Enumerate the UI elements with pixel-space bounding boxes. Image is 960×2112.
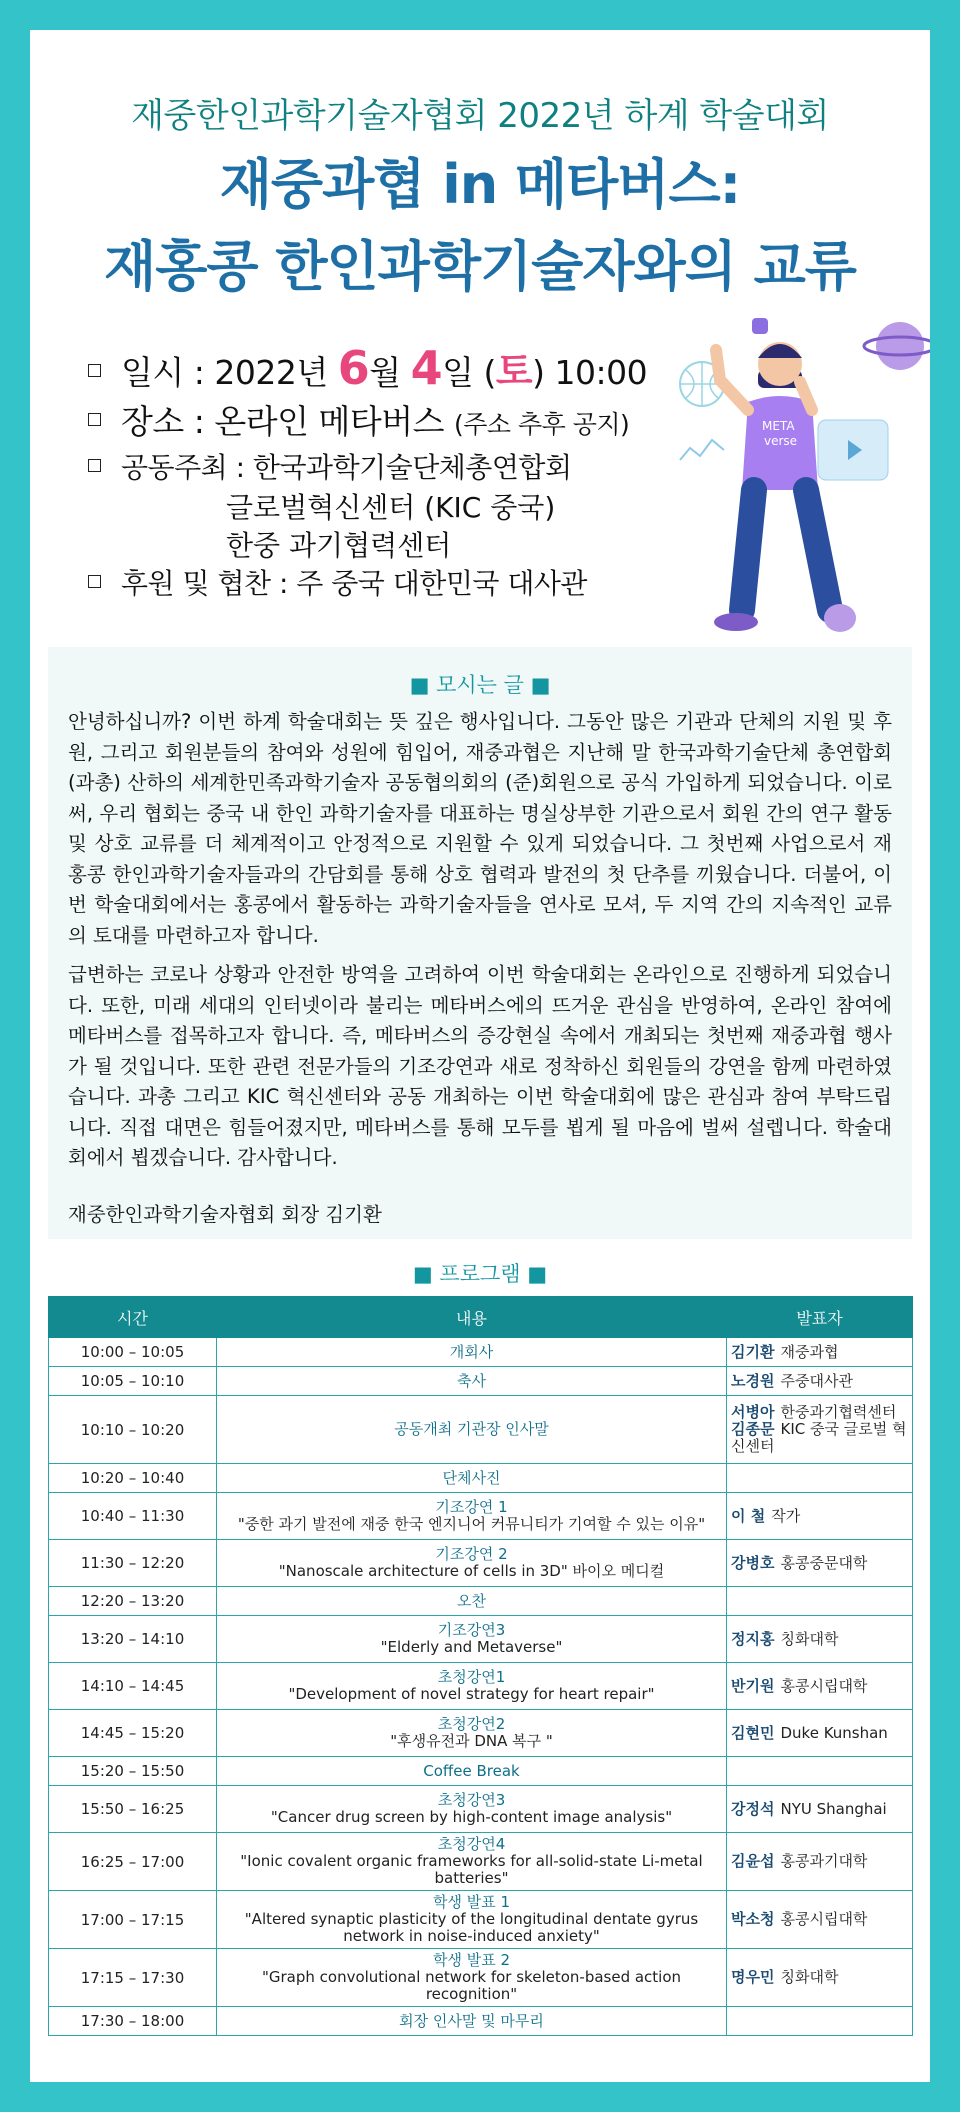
host-line3: 한중 과기협력센터: [226, 529, 452, 562]
presenter-entry: [731, 1801, 908, 1818]
row-presenter: [727, 1949, 913, 2007]
presenter-entry: [731, 1373, 908, 1390]
presenter-entry: [731, 1969, 908, 1986]
row-kind: 축사: [457, 1371, 486, 1390]
date-month-unit: 월: [369, 353, 401, 392]
presenter-name: 김현민: [731, 1723, 775, 1742]
row-kind: 학생 발표 2: [432, 1951, 511, 1969]
presenter-name: 정지홍: [731, 1629, 775, 1648]
sponsor-label: 후원 및 협찬 : 주 중국 대한민국 대사관: [121, 567, 587, 600]
bullet-square-icon: [88, 364, 101, 377]
presenter-entry: [731, 1508, 908, 1525]
info-place: [88, 396, 629, 443]
row-kind: 오찬: [457, 1591, 486, 1610]
event-subtitle: 재중한인과학기술자협회 2022년 하계 학술대회: [131, 96, 829, 136]
row-time: 15:50 – 16:25: [49, 1786, 217, 1833]
bullet-square-icon: [88, 413, 101, 426]
row-content: [217, 1833, 727, 1891]
letter-paragraph-2: 급변하는 코로나 상황과 안전한 방역을 고려하여 이번 학술대회는 온라인으로 진행하게 되었습니다. 또한, 미래 세대의 인터넷이라 불리는 메타버스에의 뜨거운 관심을 반영하여, 온라인 참여에 메타버스를 접목하고자 합니다. 즉, 메타버스의 증강현실 속에서 개최되는 첫번째 재중과협 행사가 될 것입니다. 또한 관련 전문가들의 기조강연과 새로 정착하신 회원들의 강연을 함께 마련하였습니다. 과총 그리고 KIC 혁신센터와 공동 개최하는 이번 학술대회에 많은 관심과 참여 부탁드립니다. 직접 대면은 힘들어졌지만, 메타버스를 통해 모두를 뵙게 될 마음에 벌써 설렙니다. 학술대회에서 뵙겠습니다. 감사합니다.: [68, 963, 892, 1169]
presenter-name: 이 철: [731, 1506, 766, 1525]
table-row: [49, 1464, 913, 1493]
program-heading: ■ 프로그램 ■: [412, 1262, 548, 1286]
presenter-name: 노경원: [731, 1371, 775, 1390]
row-time: 15:20 – 15:50: [49, 1757, 217, 1786]
row-content: [217, 1786, 727, 1833]
event-title-line2: 재홍콩 한인과학기술자와의 교류: [104, 235, 856, 298]
table-row: [49, 1338, 913, 1367]
table-row: [49, 1616, 913, 1663]
table-row: [49, 1710, 913, 1757]
row-time: 10:05 – 10:10: [49, 1367, 217, 1396]
place-label: 장소 : 온라인 메타버스: [121, 402, 444, 441]
metaverse-vr-illustration-icon: [650, 310, 930, 660]
row-presenter: [727, 1663, 913, 1710]
row-kind: 학생 발표 1: [432, 1893, 511, 1911]
table-row: [49, 1833, 913, 1891]
poster: [30, 30, 930, 2082]
table-row: [49, 1540, 913, 1587]
program-header-row: [49, 1297, 913, 1338]
row-detail: "Cancer drug screen by high-content image analysis": [270, 1808, 673, 1826]
row-content: [217, 1663, 727, 1710]
badge-text-meta: META: [762, 419, 795, 433]
presenter-name: 김기환: [731, 1342, 775, 1361]
row-presenter: [727, 1540, 913, 1587]
row-content: [217, 2007, 727, 2036]
row-presenter: [727, 2007, 913, 2036]
presenter-entry: [731, 1678, 908, 1695]
row-time: 16:25 – 17:00: [49, 1833, 217, 1891]
row-kind: 단체사진: [442, 1468, 501, 1487]
row-presenter: [727, 1616, 913, 1663]
row-detail: "Graph convolutional network for skeleton-based action recognition": [261, 1968, 682, 2003]
row-content: [217, 1540, 727, 1587]
column-header-time: 시간: [49, 1297, 217, 1338]
row-time: 13:20 – 14:10: [49, 1616, 217, 1663]
host-line2: 글로벌혁신센터 (KIC 중국): [226, 491, 556, 524]
row-kind: 공동개최 기관장 인사말: [394, 1420, 549, 1438]
row-kind: 개회사: [449, 1342, 494, 1361]
row-content: [217, 1464, 727, 1493]
row-detail: "Ionic covalent organic frameworks for all-solid-state Li-metal batteries": [240, 1852, 703, 1887]
row-presenter: [727, 1710, 913, 1757]
row-detail: "Elderly and Metaverse": [380, 1638, 563, 1656]
presenter-affiliation: 홍콩중문대학: [780, 1553, 868, 1572]
info-host: [88, 446, 572, 486]
presenter-entry: [731, 1853, 908, 1870]
place-note: (주소 추후 공지): [454, 410, 630, 439]
row-time: 11:30 – 12:20: [49, 1540, 217, 1587]
row-time: 12:20 – 13:20: [49, 1587, 217, 1616]
table-row: [49, 1891, 913, 1949]
row-kind: 기조강연 2: [435, 1545, 508, 1563]
row-time: 10:00 – 10:05: [49, 1338, 217, 1367]
row-kind: 초청강연4: [437, 1835, 506, 1853]
presenter-name: 김종문: [731, 1420, 775, 1438]
row-content: [217, 1710, 727, 1757]
column-header-content: 내용: [217, 1297, 727, 1338]
presenter-entry: [731, 1911, 908, 1928]
row-content: [217, 1338, 727, 1367]
date-day-unit: 일 (: [442, 353, 496, 392]
presenter-name: 강병호: [731, 1553, 775, 1572]
row-presenter: [727, 1464, 913, 1493]
row-kind: 회장 인사말 및 마무리: [399, 2011, 544, 2030]
row-presenter: [727, 1493, 913, 1540]
presenter-entry: [731, 1421, 908, 1455]
row-time: 17:00 – 17:15: [49, 1891, 217, 1949]
presenter-affiliation: 칭화대학: [780, 1629, 839, 1648]
date-label: 일시 : 2022년: [121, 353, 328, 392]
presenter-affiliation: 칭화대학: [780, 1968, 839, 1986]
column-header-presenter: 발표자: [727, 1297, 913, 1338]
host-label: 공동주최 : 한국과학기술단체총연합회: [121, 451, 572, 484]
row-content: [217, 1587, 727, 1616]
presenter-affiliation: 재중과협: [780, 1342, 839, 1361]
row-kind: 초청강연2: [437, 1715, 506, 1733]
presenter-entry: [731, 1725, 908, 1742]
table-row: [49, 1493, 913, 1540]
bullet-square-icon: [88, 575, 101, 588]
row-presenter: [727, 1367, 913, 1396]
presenter-name: 박소청: [731, 1910, 775, 1928]
presenter-entry: [731, 1344, 908, 1361]
row-presenter: [727, 1396, 913, 1464]
presenter-affiliation: Duke Kunshan: [780, 1723, 888, 1742]
presenter-name: 명우민: [731, 1968, 775, 1986]
presenter-name: 서병아: [731, 1403, 775, 1421]
table-row: [49, 1367, 913, 1396]
row-time: 14:10 – 14:45: [49, 1663, 217, 1710]
row-content: [217, 1367, 727, 1396]
date-month: 6: [337, 341, 370, 395]
row-content: [217, 1616, 727, 1663]
row-content: [217, 1493, 727, 1540]
row-presenter: [727, 1833, 913, 1891]
row-detail: "Development of novel strategy for heart repair": [288, 1685, 655, 1703]
presenter-entry: [731, 1555, 908, 1572]
row-time: 10:40 – 11:30: [49, 1493, 217, 1540]
row-detail: "Altered synaptic plasticity of the longitudinal dentate gyrus network in noise-induced anxiety": [244, 1910, 699, 1945]
row-detail: "후생유전과 DNA 복구 ": [390, 1732, 553, 1750]
row-presenter: [727, 1786, 913, 1833]
presenter-affiliation: 주중대사관: [780, 1371, 853, 1390]
row-presenter: [727, 1757, 913, 1786]
row-content: [217, 1757, 727, 1786]
presenter-name: 반기원: [731, 1676, 775, 1695]
row-presenter: [727, 1891, 913, 1949]
invitation-letter: [48, 647, 912, 1239]
presenter-affiliation: 홍콩과기대학: [780, 1852, 868, 1870]
row-time: 10:20 – 10:40: [49, 1464, 217, 1493]
row-detail: "Nanoscale architecture of cells in 3D" 바이오 메디컬: [278, 1562, 665, 1580]
row-presenter: [727, 1338, 913, 1367]
bullet-square-icon: [88, 459, 101, 472]
info-sponsor: [88, 562, 587, 602]
row-time: 17:30 – 18:00: [49, 2007, 217, 2036]
row-content: [217, 1396, 727, 1464]
table-row: [49, 1949, 913, 2007]
row-content: [217, 1891, 727, 1949]
table-row: [49, 2007, 913, 2036]
row-kind: 초청강연3: [437, 1791, 506, 1809]
row-presenter: [727, 1587, 913, 1616]
info-date: [88, 340, 647, 395]
table-row: [49, 1396, 913, 1464]
presenter-affiliation: KIC 중국 글로벌 혁신센터: [731, 1420, 907, 1455]
date-time: ) 10:00: [532, 353, 648, 392]
row-time: 10:10 – 10:20: [49, 1396, 217, 1464]
presenter-affiliation: 홍콩시립대학: [780, 1910, 868, 1928]
row-time: 17:15 – 17:30: [49, 1949, 217, 2007]
presenter-entry: [731, 1631, 908, 1648]
presenter-entry: [731, 1404, 908, 1421]
row-time: 14:45 – 15:20: [49, 1710, 217, 1757]
presenter-affiliation: 한중과기협력센터: [780, 1403, 897, 1421]
letter-paragraph-1: 안녕하십니까? 이번 하계 학술대회는 뜻 깊은 행사입니다. 그동안 많은 기관과 단체의 지원 및 후원, 그리고 회원분들의 참여와 성원에 힘입어, 재중과협은 지난해 말 한국과학기술단체 총연합회(과총) 산하의 세계한민족과학기술자 공동협의회의 (준)회원으로 공식 가입하게 되었습니다. 이로써, 우리 협회는 중국 내 한인 과학기술자를 대표하는 명실상부한 기관으로서 회원 간의 연구 활동 및 상호 교류를 더 체계적이고 안정적으로 지원할 수 있게 되었습니다. 그 첫번째 사업으로서 재 홍콩 한인과학기술자들과의 간담회를 통해 상호 협력과 발전의 첫 단추를 끼웠습니다. 더불어, 이번 학술대회에서는 홍콩에서 활동하는 과학기술자들을 연사로 모셔, 두 지역 간의 지속적인 교류의 토대를 마련하고자 합니다.: [68, 710, 892, 947]
presenter-affiliation: 작가: [771, 1506, 801, 1525]
badge-text-verse: verse: [764, 434, 798, 448]
letter-signature: 재중한인과학기술자협회 회장 김기환: [68, 1203, 382, 1226]
row-detail: "중한 과기 발전에 재중 한국 엔지니어 커뮤니티가 기여할 수 있는 이유": [237, 1515, 706, 1533]
row-kind: 초청강연1: [437, 1668, 506, 1686]
presenter-name: 강정석: [731, 1799, 775, 1818]
event-title-line1: 재중과협 in 메타버스:: [219, 153, 741, 216]
date-day: 4: [410, 341, 443, 395]
row-kind: Coffee Break: [423, 1761, 520, 1780]
row-kind: 기조강연 1: [435, 1498, 508, 1516]
row-kind: 기조강연3: [437, 1621, 506, 1639]
program-table: [48, 1296, 913, 2036]
presenter-affiliation: NYU Shanghai: [780, 1799, 887, 1818]
date-weekday: 토: [495, 349, 533, 393]
table-row: [49, 1786, 913, 1833]
presenter-affiliation: 홍콩시립대학: [780, 1676, 868, 1695]
table-row: [49, 1587, 913, 1616]
presenter-name: 김윤섭: [731, 1852, 775, 1870]
table-row: [49, 1757, 913, 1786]
table-row: [49, 1663, 913, 1710]
row-content: [217, 1949, 727, 2007]
letter-heading: ■ 모시는 글 ■: [409, 673, 551, 697]
